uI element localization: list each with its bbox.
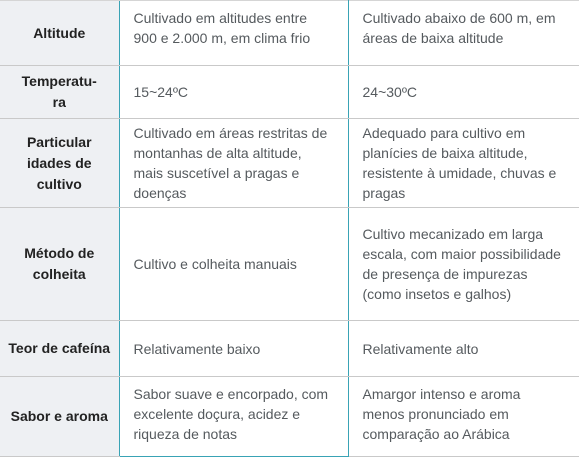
arabica-cell: Cultivado em altitudes entre 900 e 2.000 m, em clima frio <box>119 1 348 66</box>
table-row <box>0 66 579 119</box>
arabica-cell: Cultivado em áreas restritas de montanhas de alta altitude, mais suscetível a pragas e doenças <box>119 119 348 208</box>
row-header: Método de colheita <box>0 208 119 321</box>
arabica-cell: Sabor suave e encorpado, com excelente doçura, acidez e riqueza de notas <box>119 377 348 457</box>
table-row <box>0 321 579 377</box>
arabica-cell: Relativamente baixo <box>119 321 348 377</box>
robusta-cell: Relativamente alto <box>348 321 579 377</box>
arabica-cell: Cultivo e colheita manuais <box>119 208 348 321</box>
arabica-cell: 15~24ºC <box>119 66 348 119</box>
row-header-text: Particular idades de cultivo <box>26 133 92 192</box>
row-header <box>0 66 119 119</box>
robusta-cell: 24~30ºC <box>348 66 579 119</box>
robusta-cell: Amargor intenso e aroma menos pronunciado em comparação ao Arábica <box>348 377 579 457</box>
table-row <box>0 1 579 66</box>
robusta-cell: Cultivo mecanizado em larga escala, com maior possibilidade de presença de impurezas (como insetos e galhos) <box>348 208 579 321</box>
row-header: Sabor e aroma <box>0 377 119 457</box>
table-row <box>0 119 579 208</box>
row-header: Altitude <box>0 1 119 66</box>
robusta-cell: Adequado para cultivo em planícies de baixa altitude, resistente à umidade, chuvas e pragas <box>348 119 579 208</box>
table-row <box>0 208 579 321</box>
table-row <box>0 377 579 457</box>
row-header <box>0 119 119 208</box>
row-header-text: Temperatu- ra <box>21 73 97 110</box>
row-header: Teor de cafeína <box>0 321 119 377</box>
robusta-cell: Cultivado abaixo de 600 m, em áreas de baixa altitude <box>348 1 579 66</box>
